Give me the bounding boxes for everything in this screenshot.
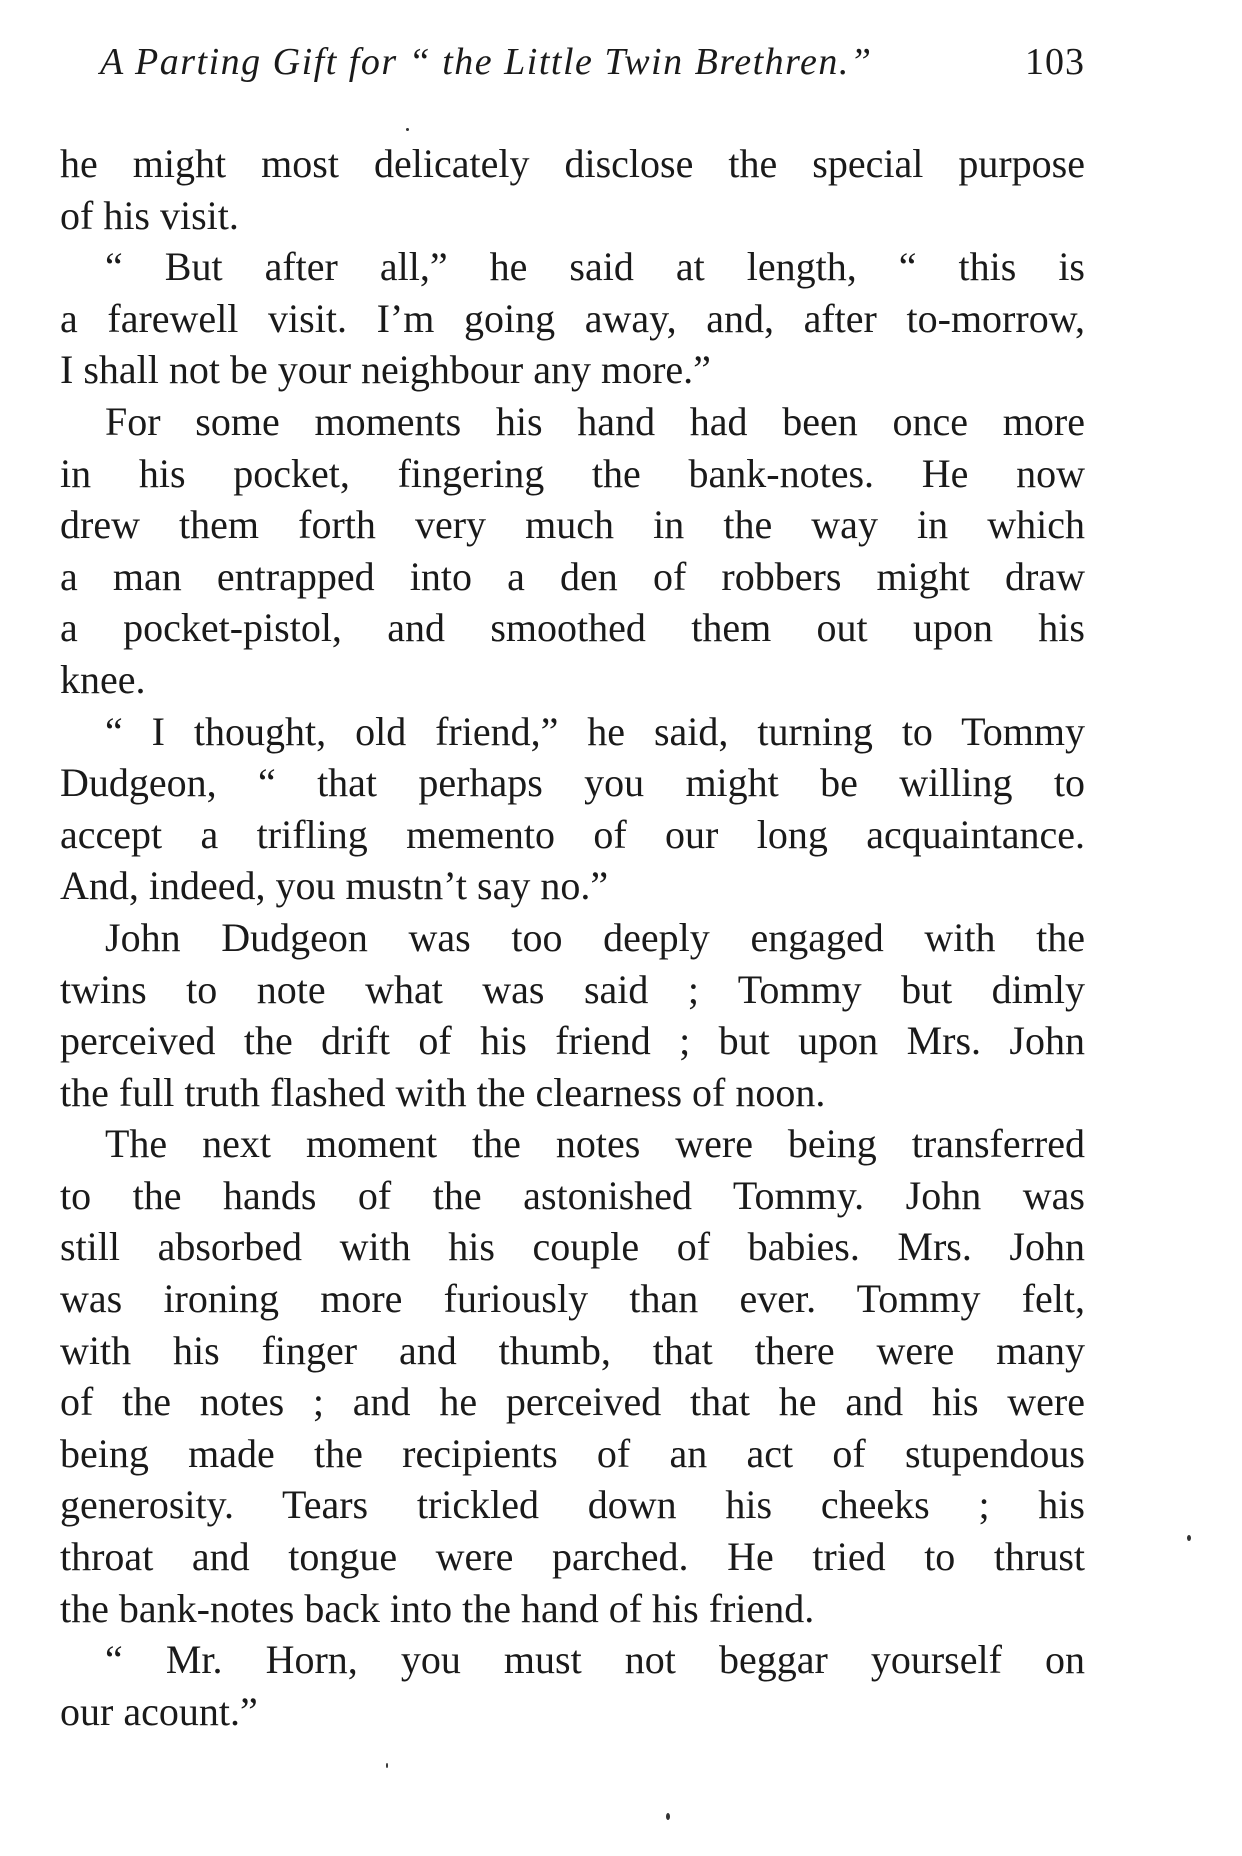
text-line: still absorbed with his couple of babies. Mrs. John [60,1224,1085,1270]
text-line: a man entrapped into a den of robbers might draw [60,553,1085,599]
text-line: to the hands of the astonished Tommy. John was [60,1172,1085,1218]
text-line: I shall not be your neighbour any more.” [60,347,711,393]
text-line: the bank-notes back into the hand of his friend. [60,1585,815,1631]
paragraph-first-line: “ But after all,” he said at length, “ this is [105,244,1085,290]
text-line: a farewell visit. I’m going away, and, after to-morrow, [60,295,1085,341]
text-line: he might most delicately disclose the special purpose [60,141,1085,186]
text-line: Dudgeon, “ that perhaps you might be willing to [60,760,1085,806]
text-line: of the notes ; and he perceived that he and his were [60,1379,1085,1425]
ink-speck [1187,1535,1191,1541]
text-line: was ironing more furiously than ever. Tommy felt, [60,1276,1085,1322]
text-line: of his visit. [60,192,239,238]
ink-speck [386,1763,388,1768]
text-line: And, indeed, you mustn’t say no.” [60,863,609,909]
paragraph-first-line: For some moments his hand had been once more [105,398,1085,444]
text-line: drew them forth very much in the way in which [60,502,1085,548]
text-line: our acount.” [60,1688,258,1734]
running-title: A Parting Gift for “ the Little Twin Brethren.” [100,41,873,83]
body-text [60,138,1085,1737]
text-line: twins to note what was said ; Tommy but dimly [60,966,1085,1012]
text-line: knee. [60,656,146,702]
ink-speck [666,1813,670,1820]
text-line: perceived the drift of his friend ; but upon Mrs. John [60,1018,1085,1064]
text-line: throat and tongue were parched. He tried to thrust [60,1534,1085,1580]
paragraph-first-line: “ Mr. Horn, you must not beggar yourself on [105,1637,1085,1683]
text-line: the full truth flashed with the clearness of noon. [60,1069,826,1115]
text-line: in his pocket, fingering the bank-notes. He now [60,450,1085,496]
ink-speck [406,128,409,131]
text-line: a pocket-pistol, and smoothed them out upon his [60,605,1085,651]
paragraph-first-line: The next moment the notes were being transferred [105,1121,1085,1167]
running-head [100,40,1085,100]
text-line: being made the recipients of an act of stupendous [60,1430,1085,1476]
text-line: generosity. Tears trickled down his cheeks ; his [60,1482,1085,1528]
paragraph-first-line: John Dudgeon was too deeply engaged with the [105,914,1085,960]
text-line: with his finger and thumb, that there were many [60,1327,1085,1373]
page-number: 103 [1025,41,1085,83]
paragraph-first-line: “ I thought, old friend,” he said, turning to Tommy [105,708,1085,754]
text-line: accept a trifling memento of our long acquaintance. [60,811,1085,857]
